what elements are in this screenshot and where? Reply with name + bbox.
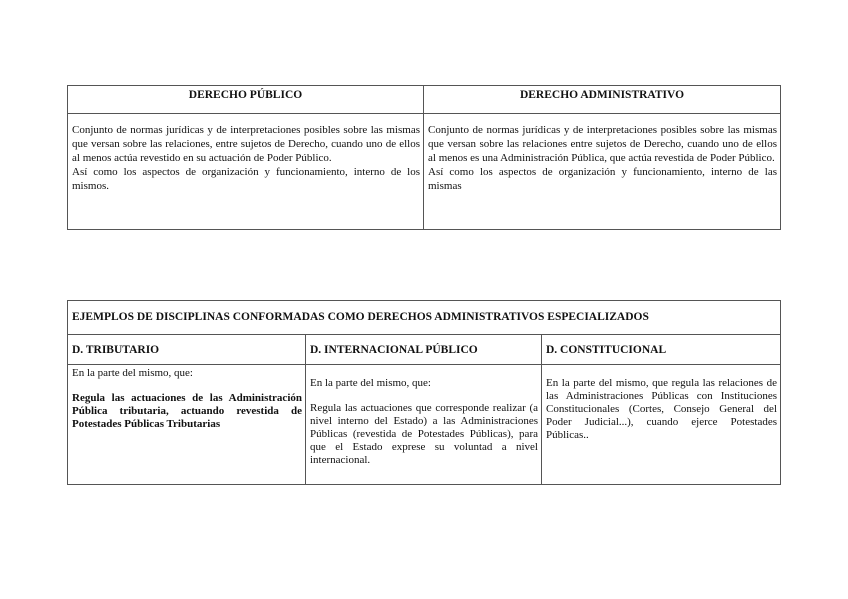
cell-derecho-administrativo bbox=[424, 114, 780, 229]
header-constitucional: D. CONSTITUCIONAL bbox=[542, 335, 780, 365]
intro-text: En la parte del mismo, que: bbox=[310, 377, 431, 389]
examples-table-title: EJEMPLOS DE DISCIPLINAS CONFORMADAS COMO DERECHOS ADMINISTRATIVOS ESPECIALIZADOS bbox=[68, 301, 780, 335]
body-text: Regula las actuaciones de las Administración Pública tributaria, actuando revestida de Potestades Públicas Tributarias bbox=[72, 392, 302, 430]
cell-internacional-publico bbox=[306, 365, 542, 484]
cell-tributario bbox=[68, 365, 306, 484]
body-text: Regula las actuaciones que corresponde realizar (a nivel interno del Estado) a las Administraciones Públicas (revestida de Potestades Públicas), para que el Estado exprese su voluntad a nivel internacional. bbox=[310, 402, 538, 466]
cell-constitucional bbox=[542, 365, 780, 484]
definition-paragraph: Conjunto de normas jurídicas y de interpretaciones posibles sobre las mismas que versan sobre las relaciones, entre sujetos de Derecho, cuando uno de ellos al menos actúa revestido en su actuación de Poder Público. bbox=[72, 124, 420, 164]
header-derecho-administrativo: DERECHO ADMINISTRATIVO bbox=[424, 86, 780, 114]
body-text: En la parte del mismo, que regula las relaciones de las Administraciones Públicas con Instituciones Constitucionales (Cortes, Consejo General del Poder Judicial...), cuando ejerce Potestades Públicas.. bbox=[546, 377, 777, 441]
header-derecho-publico: DERECHO PÚBLICO bbox=[68, 86, 424, 114]
header-tributario: D. TRIBUTARIO bbox=[68, 335, 306, 365]
examples-table bbox=[67, 300, 781, 485]
header-internacional-publico: D. INTERNACIONAL PÚBLICO bbox=[306, 335, 542, 365]
definition-paragraph: Conjunto de normas jurídicas y de interpretaciones posibles sobre las mismas que versan sobre las relaciones entre sujetos de Derecho, cuando uno de ellos al menos es una Administración Pública, que actúa revestida de Poder Público. bbox=[428, 124, 777, 164]
intro-text: En la parte del mismo, que: bbox=[72, 367, 193, 379]
organization-paragraph: Así como los aspectos de organización y funcionamiento, interno de las mismas bbox=[428, 166, 777, 192]
cell-derecho-publico bbox=[68, 114, 424, 229]
organization-paragraph: Así como los aspectos de organización y funcionamiento, interno de los mismos. bbox=[72, 166, 420, 192]
comparison-table bbox=[67, 85, 781, 230]
